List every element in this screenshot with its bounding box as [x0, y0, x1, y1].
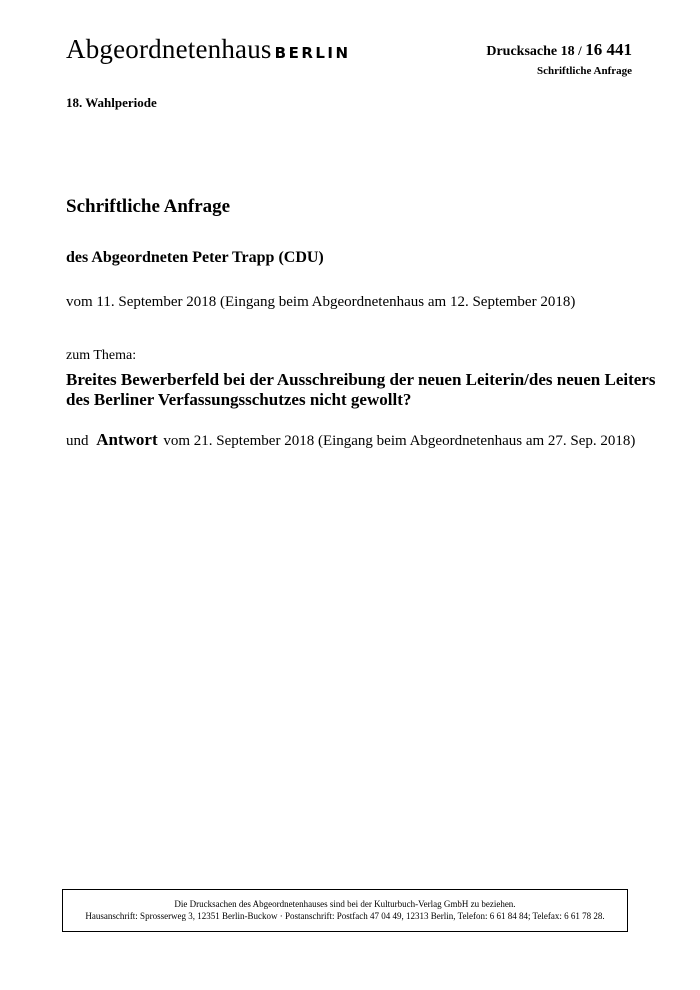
date-line: vom 11. September 2018 (Eingang beim Abgeordnetenhaus am 12. September 2018): [66, 294, 576, 310]
document-type: Schriftliche Anfrage: [536, 65, 632, 77]
footer-box: [62, 889, 628, 932]
document-title: Schriftliche Anfrage: [66, 196, 231, 217]
drucksache-number: 16 441: [585, 40, 632, 59]
topic-text: Breites Bewerberfeld bei der Ausschreibung der neuen Leiterin/des neuen Leiters des Berliner Verfassungsschutzes nicht gewollt?: [66, 370, 656, 409]
footer-line-1: Die Drucksachen des Abgeordnetenhauses sind bei der Kulturbuch-Verlag GmbH zu beziehen.: [174, 899, 516, 909]
author-line: des Abgeordneten Peter Trapp (CDU): [66, 249, 324, 266]
drucksache-separator: /: [578, 43, 582, 58]
drucksache-block: [486, 41, 632, 78]
logo-city: BERLIN: [274, 44, 351, 62]
footer-line-2: Hausanschrift: Sprosserweg 3, 12351 Berlin-Buckow · Postanschrift: Postfach 47 04 49, 12313 Berlin, Telefon: 6 61 84 84; Telefax: 6 61 78 28.: [85, 911, 605, 921]
answer-date: vom 21. September 2018 (Eingang beim Abgeordnetenhaus am 27. Sep. 2018): [163, 433, 636, 449]
topic-label: zum Thema:: [66, 348, 137, 363]
answer-line: [66, 430, 635, 450]
drucksache-number-line: [486, 41, 632, 61]
legislative-period: 18. Wahlperiode: [66, 95, 157, 110]
answer-prefix: und: [66, 433, 89, 449]
drucksache-label: Drucksache 18: [486, 44, 575, 59]
answer-word: Antwort: [96, 430, 158, 449]
logo-wordmark: Abgeordnetenhaus: [66, 34, 272, 64]
parliament-logo: [66, 36, 351, 63]
